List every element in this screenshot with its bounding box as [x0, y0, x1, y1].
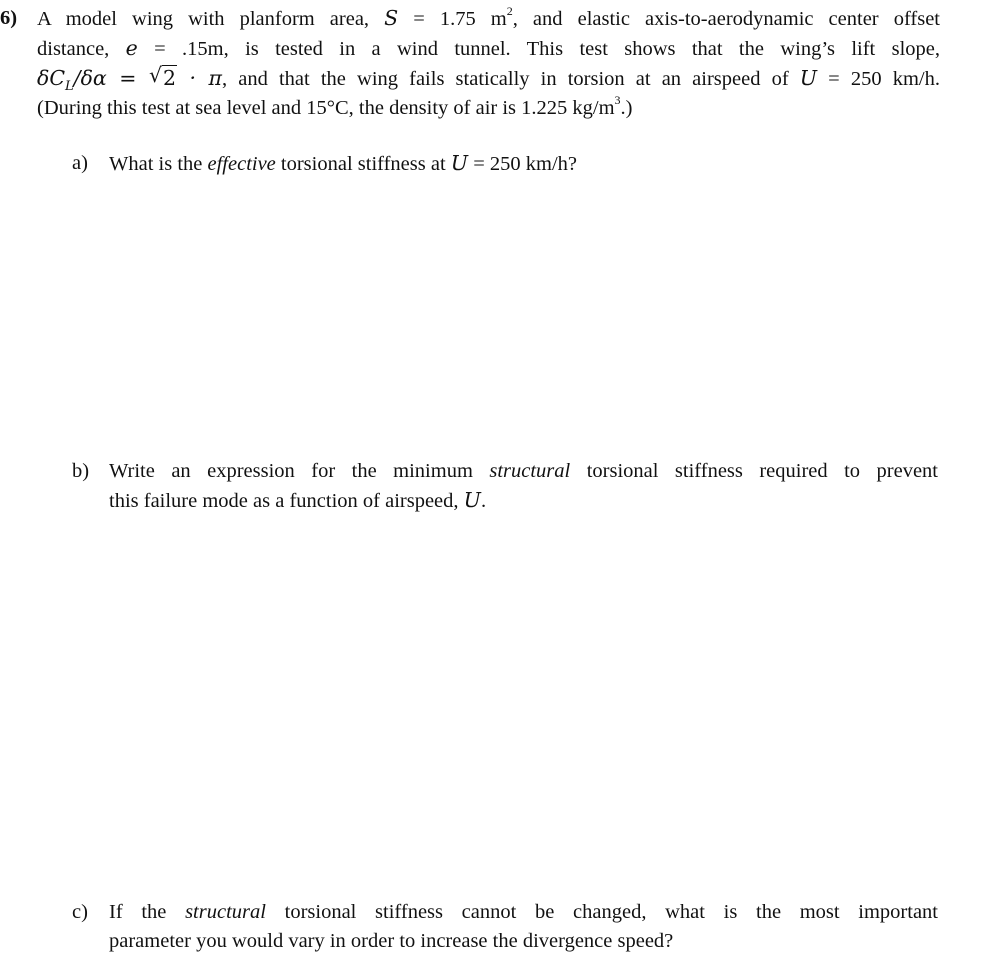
var-e: e [125, 36, 138, 60]
statement-line-4: (During this test at sea level and 15°C, the density of air is 1.225 $kg/m^3$.) [37, 93, 633, 119]
problem-number: 6) [0, 7, 18, 29]
emph-structural-c: structural [185, 901, 266, 923]
part-a-label: a) [72, 152, 88, 174]
part-b-label: b) [72, 460, 90, 482]
problem-6 [0, 4, 940, 123]
part-a [72, 149, 938, 179]
problem-statement [37, 4, 940, 123]
var-S: S [384, 6, 399, 30]
part-b-question: Write an expression for the minimum structural torsional stiffness required to prevent this failure mode as a function of airspeed, U. [109, 460, 938, 512]
part-c-question: If the structural torsional stiffness cannot be changed, what is the most important parameter you would vary in order to increase the divergence speed? [109, 901, 938, 952]
sqrt-symbol: √ 2 [148, 63, 177, 90]
statement-line-3: $\delta C_L/\delta\alpha$ = √ 2 · π, and that the wing fails statically in torsion at an airspeed of U = 250 km/h. [37, 63, 940, 95]
emph-effective: effective [207, 153, 276, 175]
part-a-question: What is the effective torsional stiffness at U = 250 km/h? [109, 151, 577, 175]
lift-slope-formula: $\delta C_L/\delta\alpha$ [37, 66, 107, 95]
emph-structural: structural [489, 460, 571, 482]
part-c [72, 898, 938, 956]
statement-line-2: distance, e = .15m, is tested in a wind tunnel. This test shows that the wing’s lift slope, [37, 36, 940, 60]
statement-line-1: A model wing with planform area, S = 1.75 $m^2$, and elastic axis-to-aerodynamic center offset [37, 4, 940, 30]
var-U: U [799, 66, 818, 90]
part-b [72, 457, 938, 516]
part-c-label: c) [72, 901, 88, 923]
